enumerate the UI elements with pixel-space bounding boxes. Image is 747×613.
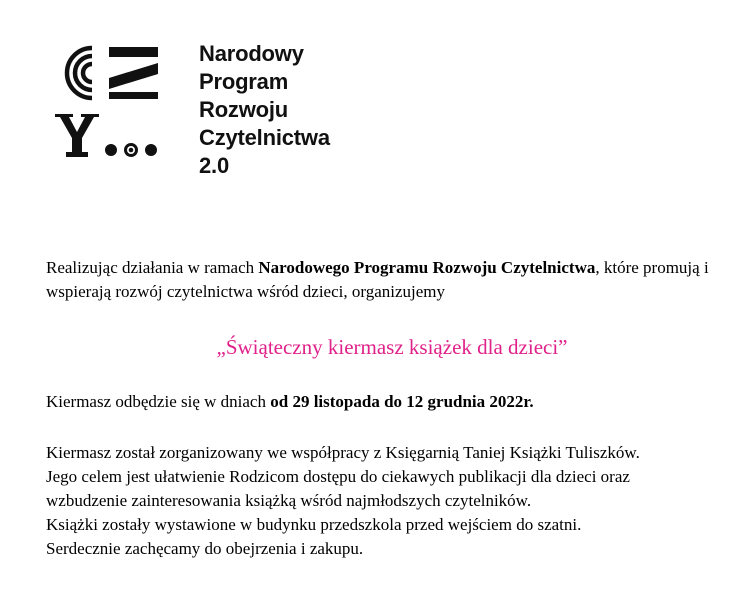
- description-line: Jego celem jest ułatwienie Rodzicom dostępu do ciekawych publikacji dla dzieci oraz: [46, 467, 630, 486]
- dates-range: od 29 listopada do 12 grudnia 2022r.: [270, 392, 534, 411]
- logo-line: Czytelnictwa: [199, 125, 330, 150]
- announcement-body: [46, 256, 726, 561]
- intro-paragraph: [46, 256, 726, 304]
- logo-line: Narodowy: [199, 41, 304, 66]
- nprcz-logo-icon: [47, 42, 167, 162]
- event-title: „Świąteczny kiermasz książek dla dzieci”: [216, 335, 568, 359]
- description-line: Serdecznie zachęcamy do obejrzenia i zakupu.: [46, 539, 364, 558]
- description-line: Książki zostały wystawione w budynku przedszkola przed wejściem do szatni.: [46, 515, 582, 534]
- intro-text-before: Realizując działania w ramach: [46, 258, 259, 277]
- program-logo: [47, 42, 167, 162]
- logo-line: Rozwoju: [199, 97, 289, 122]
- description-paragraph: [46, 441, 726, 561]
- program-name: Narodowego Programu Rozwoju Czytelnictwa: [258, 258, 596, 277]
- description-line: Kiermasz został zorganizowany we współpracy z Księgarnią Taniej Książki Tuliszków.: [46, 443, 640, 462]
- logo-line: 2.0: [199, 153, 229, 178]
- intro-text-after: , które promują i wspierają rozwój czytelnictwa wśród dzieci, organizujemy: [46, 258, 709, 301]
- logo-line: Program: [199, 69, 289, 94]
- program-logo-text: [199, 40, 330, 180]
- description-line: wzbudzenie zainteresowania książką wśród najmłodszych czytelników.: [46, 491, 532, 510]
- dates-paragraph: [46, 390, 726, 414]
- dates-text-before: Kiermasz odbędzie się w dniach: [46, 392, 271, 411]
